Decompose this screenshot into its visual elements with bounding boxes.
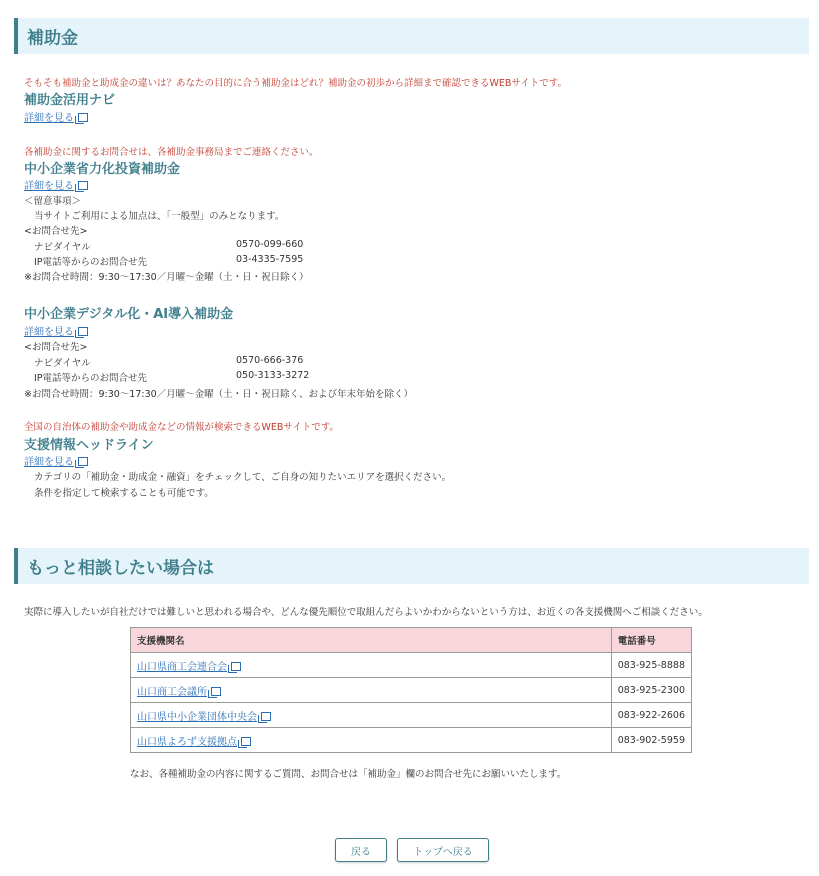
table-header-row bbox=[131, 628, 692, 653]
org-link[interactable]: 山口県よろず支援拠点 bbox=[137, 736, 237, 748]
org-cell bbox=[131, 728, 612, 753]
external-link-icon bbox=[231, 662, 241, 671]
consult-heading-text: もっと相談したい場合は bbox=[27, 558, 214, 579]
back-to-top-button[interactable]: トップへ戻る bbox=[397, 838, 489, 862]
external-link-icon bbox=[78, 181, 88, 190]
back-button[interactable]: 戻る bbox=[335, 838, 387, 862]
subsidy-section-heading bbox=[14, 18, 809, 54]
phone-cell: 083-925-8888 bbox=[611, 653, 691, 678]
digital-navi-dial-label: ナビダイヤル bbox=[34, 358, 91, 369]
org-link[interactable]: 山口県商工会連合会 bbox=[137, 661, 227, 673]
labor-remarks-text: 当サイトご利用による加点は、「一般型」のみとなります。 bbox=[34, 211, 285, 222]
phone-cell: 083-922-2606 bbox=[611, 703, 691, 728]
external-link-icon bbox=[78, 457, 88, 466]
external-link-icon bbox=[78, 113, 88, 122]
external-link-icon bbox=[78, 327, 88, 336]
labor-ip-number: 03-4335-7595 bbox=[236, 254, 304, 265]
labor-subsidy-title: 中小企業省力化投資補助金 bbox=[24, 162, 181, 177]
labor-contact-label: <お問合せ先> bbox=[24, 226, 88, 237]
org-link[interactable]: 山口県中小企業団体中央会 bbox=[137, 711, 257, 723]
org-cell bbox=[131, 703, 612, 728]
labor-ip-label: IP電話等からのお問合せ先 bbox=[34, 257, 148, 268]
navi-detail-link-text[interactable]: 詳細を見る bbox=[24, 113, 74, 124]
external-link-icon bbox=[261, 712, 271, 721]
contact-note: 各補助金に関するお問合せは、各補助金事務局までご連絡ください。 bbox=[24, 147, 319, 158]
consult-section-heading bbox=[14, 548, 809, 584]
col-org-header: 支援機関名 bbox=[131, 628, 612, 653]
digital-ip-label: IP電話等からのお問合せ先 bbox=[34, 373, 148, 384]
headline-detail-link[interactable] bbox=[24, 453, 88, 468]
table-row bbox=[131, 728, 692, 753]
org-link[interactable]: 山口商工会議所 bbox=[137, 686, 207, 698]
table-row bbox=[131, 653, 692, 678]
navi-detail-link[interactable] bbox=[24, 109, 88, 124]
labor-remarks-label: ＜留意事項＞ bbox=[24, 196, 82, 207]
digital-detail-link[interactable] bbox=[24, 323, 88, 338]
external-link-icon bbox=[211, 687, 221, 696]
phone-cell: 083-925-2300 bbox=[611, 678, 691, 703]
digital-detail-link-text[interactable]: 詳細を見る bbox=[24, 327, 74, 338]
org-cell bbox=[131, 678, 612, 703]
navi-title: 補助金活用ナビ bbox=[24, 93, 116, 108]
table-row bbox=[131, 678, 692, 703]
subsidy-heading-text: 補助金 bbox=[27, 28, 78, 49]
digital-hours: ※お問合せ時間：9:30〜17:30／月曜〜金曜（土・日・祝日除く、および年末年始を除く） bbox=[24, 389, 413, 400]
headline-desc-1: カテゴリの「補助金・助成金・融資」をチェックして、ご自身の知りたいエリアを選択ください。 bbox=[34, 472, 452, 483]
headline-desc-2: 条件を指定して検索することも可能です。 bbox=[34, 488, 214, 499]
labor-hours: ※お問合せ時間：9:30〜17:30／月曜〜金曜（土・日・祝日除く） bbox=[24, 272, 309, 283]
navi-note: そもそも補助金と助成金の違いは？あなたの目的に合う補助金はどれ？補助金の初歩から詳細まで確認できるWEBサイトです。 bbox=[24, 78, 567, 89]
digital-subsidy-title: 中小企業デジタル化・AI導入補助金 bbox=[24, 307, 234, 322]
table-row bbox=[131, 703, 692, 728]
digital-ip-number: 050-3133-3272 bbox=[236, 370, 310, 381]
headline-title: 支援情報ヘッドライン bbox=[24, 438, 154, 453]
labor-detail-link-text[interactable]: 詳細を見る bbox=[24, 181, 74, 192]
support-org-table bbox=[130, 627, 692, 753]
headline-detail-link-text[interactable]: 詳細を見る bbox=[24, 457, 74, 468]
consult-intro: 実際に導入したいが自社だけでは難しいと思われる場合や、どんな優先順位で取組んだらよいかわからないという方は、お近くの各支援機関へご相談ください。 bbox=[24, 607, 708, 618]
labor-detail-link[interactable] bbox=[24, 177, 88, 192]
external-link-icon bbox=[241, 737, 251, 746]
labor-navi-dial-number: 0570-099-660 bbox=[236, 239, 304, 250]
consult-footnote: なお、各種補助金の内容に関するご質問、お問合せは「補助金」欄のお問合せ先にお願いいたします。 bbox=[130, 769, 567, 780]
org-cell bbox=[131, 653, 612, 678]
headline-note: 全国の自治体の補助金や助成金などの情報が検索できるWEBサイトです。 bbox=[24, 422, 339, 433]
col-phone-header: 電話番号 bbox=[611, 628, 691, 653]
phone-cell: 083-902-5959 bbox=[611, 728, 691, 753]
digital-navi-dial-number: 0570-666-376 bbox=[236, 355, 304, 366]
digital-contact-label: <お問合せ先> bbox=[24, 342, 88, 353]
labor-navi-dial-label: ナビダイヤル bbox=[34, 242, 91, 253]
